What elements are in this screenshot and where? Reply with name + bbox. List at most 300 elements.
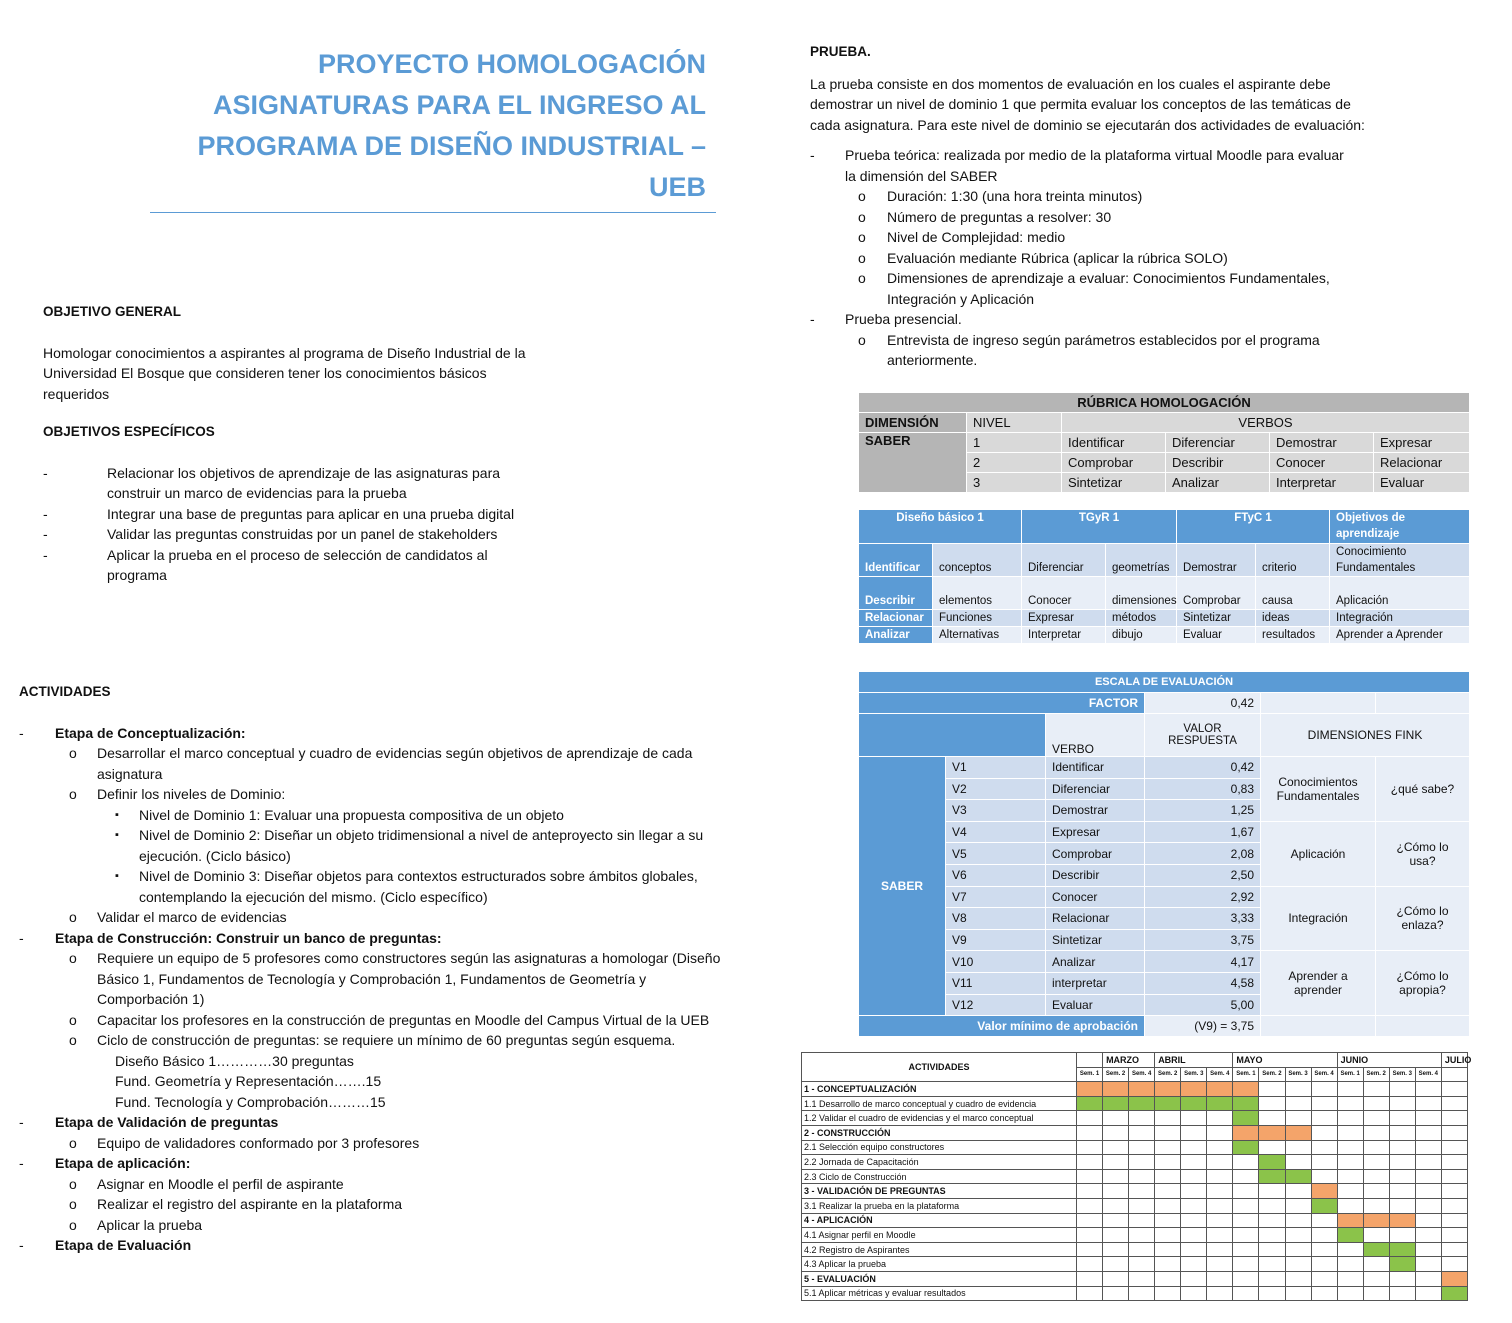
gantt-cell [1233,1155,1259,1170]
gantt-cell [1181,1096,1207,1111]
list-line-text: Equipo de validadores conformado por 3 profesores [97,1134,420,1151]
gantt-row [802,1169,1468,1184]
asignatura-cell: Demostrar [1177,544,1256,577]
escala-valor: 2,50 [1145,864,1261,886]
gantt-cell [1259,1169,1285,1184]
gantt-chart [801,1052,1472,1301]
list-line [19,969,759,990]
escala-valor: 2,08 [1145,843,1261,865]
gantt-cell [1077,1111,1103,1126]
gantt-cell [1285,1184,1311,1199]
gantt-row [802,1257,1468,1272]
asignatura-cell: Evaluar [1177,627,1256,644]
list-line [19,1174,759,1195]
gantt-month: JULIO [1441,1053,1467,1068]
gantt-cell [1155,1096,1181,1111]
gantt-cell [1311,1228,1337,1243]
asignatura-cell: Integración [1330,610,1470,627]
gantt-cell [1337,1096,1363,1111]
escala-valor: 3,33 [1145,908,1261,930]
gantt-cell [1337,1257,1363,1272]
list-line [43,545,583,566]
gantt-cell [1233,1125,1259,1140]
gantt-cell [1311,1257,1337,1272]
gantt-cell [1233,1198,1259,1213]
list-line-text: Evaluación mediante Rúbrica (aplicar la rúbrica SOLO) [887,249,1228,266]
escala-v: V6 [946,864,1046,886]
gantt-row [802,1242,1468,1257]
asignatura-cell: Expresar [1022,610,1106,627]
escala-fink-dim: Integración [1261,886,1376,951]
gantt-cell [1233,1169,1259,1184]
escala-valor: 4,58 [1145,972,1261,994]
gantt-cell [1103,1257,1129,1272]
list-line-text: Requiere un equipo de 5 profesores como constructores según las asignaturas a homologar (Diseño [97,950,721,966]
gantt-cell [1207,1169,1233,1184]
gantt-row [802,1198,1468,1213]
bullet-marker: o [69,950,77,966]
gantt-cell [1259,1257,1285,1272]
gantt-cell [1389,1213,1415,1228]
gantt-cell [1337,1271,1363,1286]
gantt-cell [1181,1140,1207,1155]
gantt-cell [1181,1213,1207,1228]
escala-v: V4 [946,821,1046,843]
gantt-cell [1181,1271,1207,1286]
gantt-row-label: 2.2 Jornada de Capacitación [802,1155,1077,1170]
gantt-cell [1337,1082,1363,1097]
asignatura-cell: Conocer [1022,577,1106,610]
bullet-marker: o [858,229,866,245]
gantt-cell [1077,1169,1103,1184]
gantt-cell [1233,1271,1259,1286]
gantt-cell [1311,1096,1337,1111]
bullet-marker: o [858,270,866,286]
bullet-marker: o [69,1175,77,1192]
gantt-cell [1285,1286,1311,1301]
list-line [19,887,759,908]
list-line [810,268,1410,289]
list-line-text: Validar el marco de evidencias [97,909,287,925]
gantt-cell [1129,1228,1155,1243]
gantt-month: ABRIL [1155,1053,1233,1068]
escala-fink-dim: Conocimientos Fundamentales [1261,757,1376,822]
gantt-cell [1389,1257,1415,1272]
gantt-row [802,1286,1468,1301]
list-line-text: asignatura [97,765,163,782]
bullet-marker: ▪ [115,870,119,882]
gantt-cell [1285,1082,1311,1097]
list-line [19,1153,759,1174]
gantt-cell [1155,1169,1181,1184]
escala-header-verbo: VERBO [1046,714,1145,757]
list-line-text: Ciclo de construcción de preguntas: se requiere un mínimo de 60 preguntas según esquema. [97,1032,676,1048]
escala-valor: 4,17 [1145,951,1261,973]
asignatura-header: Objetivos de aprendizaje [1330,510,1470,544]
gantt-cell [1441,1082,1467,1097]
gantt-row [802,1213,1468,1228]
gantt-cell [1181,1242,1207,1257]
rubrica-verbo: Sintetizar [1062,473,1166,493]
bullet-marker: o [69,909,77,925]
list-line [19,928,759,949]
escala-fink-dim: Aprender a aprender [1261,951,1376,1016]
list-line-text: Etapa de Construcción: Construir un banco de preguntas: [55,929,442,946]
list-line-text: anteriormente. [887,352,978,368]
prueba-intro-line: cada asignatura. Para este nivel de dominio se ejecutarán dos actividades de evaluación: [810,116,1365,133]
escala-verbo: Demostrar [1046,800,1145,822]
gantt-cell [1415,1286,1441,1301]
gantt-cell [1285,1271,1311,1286]
gantt-cell [1129,1257,1155,1272]
bullet-marker: - [43,464,48,481]
gantt-cell [1415,1169,1441,1184]
gantt-row-label: 2 - CONSTRUCCIÓN [802,1125,1077,1140]
list-line [19,1092,759,1113]
gantt-cell [1259,1242,1285,1257]
gantt-cell [1207,1286,1233,1301]
list-line-text: Etapa de Conceptualización: [55,724,246,741]
gantt-cell [1233,1213,1259,1228]
list-line [19,1071,759,1092]
gantt-month: MAYO [1233,1053,1337,1068]
gantt-cell [1233,1140,1259,1155]
gantt-cell [1363,1198,1389,1213]
gantt-cell [1337,1198,1363,1213]
asignatura-cell: causa [1256,577,1330,610]
list-line [19,723,759,744]
gantt-cell [1181,1286,1207,1301]
list-line [810,227,1410,248]
gantt-week: Sem. 2 [1155,1067,1181,1082]
escala-valor: 5,00 [1145,994,1261,1016]
rubrica-verbo: Conocer [1270,453,1374,473]
gantt-row-label: 1.2 Validar el cuadro de evidencias y el marco conceptual [802,1111,1077,1126]
gantt-cell [1337,1155,1363,1170]
asignatura-cell: Conocimiento Fundamentales [1330,544,1470,577]
gantt-cell [1363,1125,1389,1140]
list-line-text: Relacionar los objetivos de aprendizaje de las asignaturas para [107,464,501,481]
gantt-row-label: 4 - APLICACIÓN [802,1213,1077,1228]
escala-min-label: Valor mínimo de aprobación [859,1016,1145,1037]
gantt-cell [1389,1169,1415,1184]
gantt-cell [1363,1155,1389,1170]
list-line [43,463,583,484]
gantt-cell [1285,1111,1311,1126]
gantt-cell [1311,1198,1337,1213]
gantt-cell [1077,1184,1103,1199]
gantt-cell [1311,1125,1337,1140]
prueba-list [810,145,1410,371]
gantt-cell [1285,1125,1311,1140]
list-line [19,1051,759,1072]
gantt-cell [1259,1096,1285,1111]
gantt-cell [1259,1082,1285,1097]
gantt-cell [1311,1271,1337,1286]
gantt-cell [1181,1169,1207,1184]
gantt-cell [1389,1242,1415,1257]
list-line [810,207,1410,228]
list-line-text: Nivel de Dominio 2: Diseñar un objeto tridimensional a nivel de anteproyecto sin llegar a su [139,827,704,843]
rubrica-verbo: Comprobar [1062,453,1166,473]
gantt-cell [1155,1184,1181,1199]
rubrica-verbo: Analizar [1166,473,1270,493]
gantt-cell [1389,1155,1415,1170]
gantt-cell [1311,1155,1337,1170]
rubrica-verbo: Demostrar [1270,433,1374,453]
gantt-cell [1363,1257,1389,1272]
bullet-marker: o [69,745,77,761]
gantt-cell [1415,1271,1441,1286]
gantt-cell [1077,1213,1103,1228]
asignatura-cell: Aplicación [1330,577,1470,610]
gantt-cell [1389,1111,1415,1126]
gantt-month: MARZO [1103,1053,1155,1068]
list-line [810,248,1410,269]
asignatura-cell: resultados [1256,627,1330,644]
gantt-cell [1337,1286,1363,1301]
list-line [43,504,583,525]
list-line [43,565,583,586]
gantt-cell [1077,1155,1103,1170]
gantt-cell [1441,1111,1467,1126]
list-line-text: Integración y Aplicación [887,290,1035,307]
list-line [19,1010,759,1031]
gantt-cell [1441,1184,1467,1199]
gantt-row [802,1082,1468,1097]
gantt-cell [1155,1286,1181,1301]
bullet-marker: o [69,786,77,802]
escala-v: V9 [946,929,1046,951]
gantt-cell [1207,1271,1233,1286]
gantt-row [802,1125,1468,1140]
bullet-marker: ▪ [115,808,119,821]
prueba-intro-line: demostrar un nivel de dominio 1 que permita evaluar los conceptos de las temáticas de [810,96,1351,112]
gantt-cell [1207,1096,1233,1111]
list-line [19,825,759,846]
bullet-marker: o [69,1011,77,1028]
list-line-text: Nivel de Complejidad: medio [887,229,1066,245]
list-line [19,784,759,805]
escala-verbo: Expresar [1046,821,1145,843]
gantt-row-label: 4.1 Asignar perfil en Moodle [802,1228,1077,1243]
asignatura-row-label: Identificar [859,544,933,577]
gantt-cell [1389,1286,1415,1301]
list-line-text: Etapa de aplicación: [55,1155,191,1171]
gantt-cell [1259,1184,1285,1199]
gantt-cell [1233,1228,1259,1243]
gantt-cell [1259,1140,1285,1155]
objetivo-general-line: Homologar conocimientos a aspirantes al programa de Diseño Industrial de la [43,344,526,361]
gantt-cell [1077,1228,1103,1243]
gantt-row [802,1096,1468,1111]
gantt-cell [1155,1125,1181,1140]
prueba-intro-line: La prueba consiste en dos momentos de evaluación en los cuales el aspirante debe [810,75,1331,92]
gantt-cell [1415,1213,1441,1228]
objetivo-general-line: requeridos [43,385,110,402]
escala-verbo: interpretar [1046,972,1145,994]
gantt-cell [1285,1213,1311,1228]
escala-fink-question: ¿qué sabe? [1376,757,1470,822]
gantt-cell [1441,1169,1467,1184]
list-line-text: Desarrollar el marco conceptual y cuadro de evidencias según objetivos de aprendizaje de cada [97,745,693,761]
bullet-marker: - [810,311,815,327]
gantt-cell [1311,1111,1337,1126]
bullet-marker: - [810,147,815,163]
gantt-cell [1233,1082,1259,1097]
gantt-cell [1207,1111,1233,1126]
asignatura-row-label: Describir [859,577,933,610]
gantt-cell [1285,1257,1311,1272]
list-line [19,907,759,928]
escala-valor: 2,92 [1145,886,1261,908]
escala-factor-label: FACTOR [859,693,1145,714]
list-line-text: Comporbación 1) [97,991,205,1007]
gantt-cell [1389,1228,1415,1243]
gantt-cell [1441,1140,1467,1155]
list-line-text: la dimensión del SABER [845,167,998,184]
bullet-marker: o [858,188,866,204]
list-line [19,805,759,826]
gantt-row-label: 1 - CONCEPTUALIZACIÓN [802,1082,1077,1097]
list-line [810,330,1410,351]
asignatura-cell: conceptos [933,544,1022,577]
asignatura-header: FTyC 1 [1177,510,1330,544]
list-line [810,309,1410,330]
escala-table [858,671,1470,1037]
escala-valor: 1,67 [1145,821,1261,843]
gantt-cell [1337,1111,1363,1126]
gantt-row [802,1271,1468,1286]
title-divider [150,212,716,213]
gantt-row [802,1111,1468,1126]
gantt-cell [1181,1198,1207,1213]
list-line-text: Duración: 1:30 (una hora treinta minutos) [887,188,1143,204]
asignatura-cell: geometrías [1106,544,1177,577]
gantt-cell [1181,1155,1207,1170]
bullet-marker: - [43,546,48,563]
gantt-cell [1103,1184,1129,1199]
gantt-cell [1337,1184,1363,1199]
gantt-cell [1441,1286,1467,1301]
list-line-text: Prueba teórica: realizada por medio de la plataforma virtual Moodle para evaluar [845,147,1344,163]
bullet-marker: o [69,1196,77,1212]
list-line [810,145,1410,166]
gantt-cell [1129,1198,1155,1213]
escala-verbo: Describir [1046,864,1145,886]
escala-header-fink: DIMENSIONES FINK [1261,714,1470,757]
gantt-cell [1389,1082,1415,1097]
rubrica-nivel: 2 [967,453,1062,473]
gantt-cell [1207,1198,1233,1213]
gantt-cell [1103,1140,1129,1155]
gantt-cell [1441,1271,1467,1286]
list-line [810,186,1410,207]
bullet-marker: o [858,249,866,266]
gantt-cell [1337,1169,1363,1184]
asignatura-cell: criterio [1256,544,1330,577]
gantt-cell [1129,1242,1155,1257]
rubrica-nivel: 3 [967,473,1062,493]
gantt-cell [1129,1213,1155,1228]
asignatura-cell: Sintetizar [1177,610,1256,627]
escala-verbo: Identificar [1046,757,1145,779]
gantt-row-label: 2.1 Selección equipo constructores [802,1140,1077,1155]
title-line: UEB [648,172,706,202]
asignatura-cell: Comprobar [1177,577,1256,610]
gantt-cell [1129,1184,1155,1199]
gantt-cell [1337,1213,1363,1228]
list-line-text: Asignar en Moodle el perfil de aspirante [97,1175,344,1192]
escala-min-value: (V9) = 3,75 [1145,1016,1261,1037]
escala-v: V1 [946,757,1046,779]
list-line-text: Definir los niveles de Dominio: [97,786,286,802]
gantt-cell [1259,1271,1285,1286]
list-line-text: programa [107,567,167,583]
gantt-row-label: 3 - VALIDACIÓN DE PREGUNTAS [802,1184,1077,1199]
prueba-section [810,42,1410,371]
gantt-cell [1155,1213,1181,1228]
page-title [150,44,706,208]
gantt-cell [1233,1257,1259,1272]
asignatura-cell: métodos [1106,610,1177,627]
gantt-cell [1077,1140,1103,1155]
gantt-cell [1077,1257,1103,1272]
gantt-cell [1415,1228,1441,1243]
gantt-cell [1337,1140,1363,1155]
list-line-text: Nivel de Dominio 3: Diseñar objetos para contextos estructurados sobre ámbitos globales, [139,868,698,884]
title-line: ASIGNATURAS PARA EL INGRESO AL [212,90,706,120]
asignatura-cell: Funciones [933,610,1022,627]
gantt-cell [1181,1184,1207,1199]
escala-v: V12 [946,994,1046,1016]
gantt-row-label: 1.1 Desarrollo de marco conceptual y cuadro de evidencia [802,1096,1077,1111]
gantt-cell [1259,1111,1285,1126]
gantt-week: Sem. 4 [1129,1067,1155,1082]
objetivo-general-heading: OBJETIVO GENERAL [43,304,182,319]
escala-fink-question: ¿Cómo lo usa? [1376,821,1470,886]
gantt-cell [1363,1271,1389,1286]
list-line-text: Básico 1, Fundamentos de Tecnología y Comprobación 1, Fundamentos de Geometría y [97,970,647,987]
gantt-cell [1441,1096,1467,1111]
list-line-text: construir un marco de evidencias para la prueba [107,485,407,501]
gantt-cell [1259,1155,1285,1170]
list-line [19,948,759,969]
gantt-cell [1207,1257,1233,1272]
list-line-text: Aplicar la prueba en el proceso de selección de candidatos al [107,546,488,563]
gantt-cell [1285,1198,1311,1213]
gantt-cell [1311,1242,1337,1257]
rubrica-verbo: Interpretar [1270,473,1374,493]
escala-verbo: Conocer [1046,886,1145,908]
gantt-cell [1311,1213,1337,1228]
gantt-cell [1337,1125,1363,1140]
gantt-cell [1103,1111,1129,1126]
gantt-cell [1311,1286,1337,1301]
gantt-cell [1259,1198,1285,1213]
list-line-text: Fund. Geometría y Representación…….15 [115,1073,382,1089]
escala-valor: 0,42 [1145,757,1261,779]
list-line [43,483,583,504]
gantt-cell [1233,1242,1259,1257]
list-line-text: Dimensiones de aprendizaje a evaluar: Conocimientos Fundamentales, [887,270,1330,286]
gantt-cell [1441,1198,1467,1213]
gantt-cell [1415,1242,1441,1257]
asignatura-cell: ideas [1256,610,1330,627]
gantt-cell [1077,1125,1103,1140]
gantt-cell [1103,1082,1129,1097]
gantt-cell [1415,1096,1441,1111]
